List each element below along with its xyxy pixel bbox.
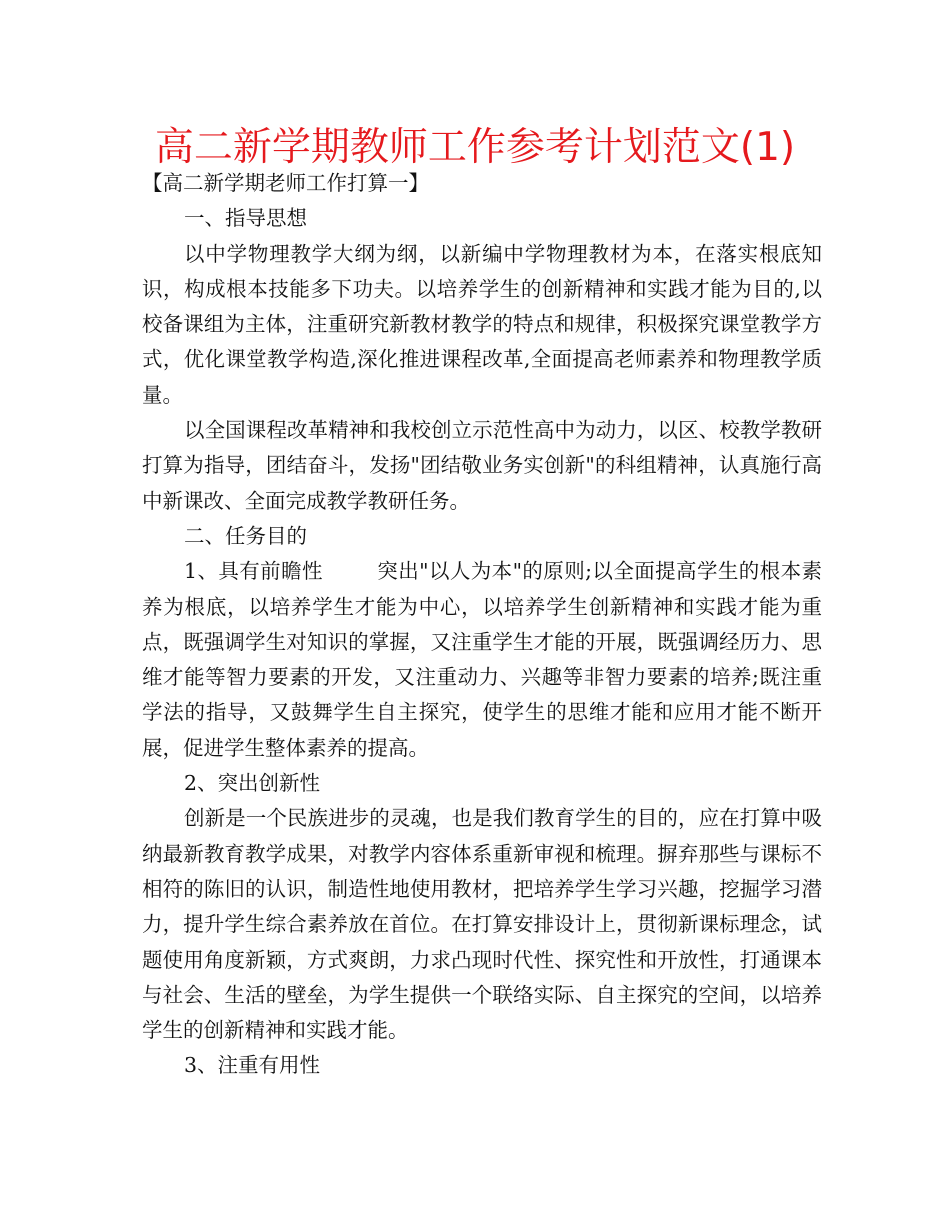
document-body xyxy=(142,166,822,1084)
document-title: 高二新学期教师工作参考计划范文(1) xyxy=(154,125,796,170)
item-1-text: 突出"以人为本"的原则;以全面提高学生的根本素养为根底，以培养学生才能为中心，以培养学生创新精神和实践才能为重点，既强调学生对知识的掌握，又注重学生才能的开展，既强调经历力、思维才能等智力要素的开发，又注重动力、兴趣等非智力要素的培养;既注重学法的指导，又鼓舞学生自主探究，使学生的思维才能和应用才能不断开展，促进学生整体素养的提高。 xyxy=(142,559,822,760)
paragraph-guiding-ideology-2: 以全国课程改革精神和我校创立示范性高中为动力，以区、校教学教研打算为指导，团结奋斗，发扬"团结敬业务实创新"的科组精神，认真施行高中新课改、全面完成教学教研任务。 xyxy=(142,418,822,513)
section-heading-task-goals: 二、任务目的 xyxy=(184,523,307,548)
paragraph-guiding-ideology-1: 以中学物理教学大纲为纲，以新编中学物理教材为本，在落实根底知识，构成根本技能多下功夫。以培养学生的创新精神和实践才能为目的,以校备课组为主体，注重研究新教材教学的特点和规律，积极探究课堂教学方式，优化课堂教学构造,深化推进课程改革,全面提高老师素养和物理教学质量。 xyxy=(142,241,822,407)
paragraph-item-1 xyxy=(142,554,822,766)
paragraph-item-2: 创新是一个民族进步的灵魂，也是我们教育学生的目的，应在打算中吸纳最新教育教学成果，对教学内容体系重新审视和梳理。摒弃那些与课标不相符的陈旧的认识，制造性地使用教材，把培养学生学习兴趣，挖掘学习潜力，提升学生综合素养放在首位。在打算安排设计上，贯彻新课标理念，试题使用角度新颖，方式爽朗，力求凸现时代性、探究性和开放性，打通课本与社会、生活的壁垒，为学生提供一个联络实际、自主探究的空间，以培养学生的创新精神和实践才能。 xyxy=(142,806,822,1043)
item-2-heading: 2、突出创新性 xyxy=(184,771,321,796)
item-1-heading: 1、具有前瞻性 xyxy=(184,559,323,584)
item-3-heading: 3、注重有用性 xyxy=(184,1053,321,1078)
document-subtitle: 【高二新学期老师工作打算一】 xyxy=(142,171,429,195)
section-heading-guiding-ideology: 一、指导思想 xyxy=(184,206,307,231)
